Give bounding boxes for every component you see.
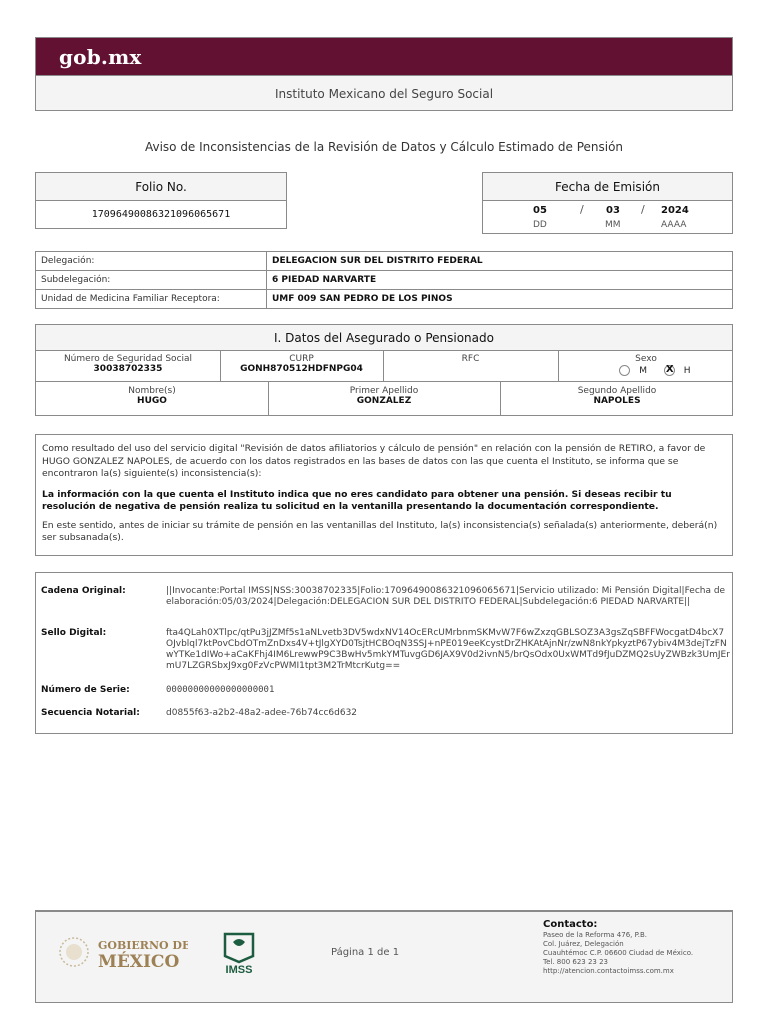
nss-value: 30038702335 [93, 364, 163, 374]
message-box [35, 434, 733, 556]
message-inconsistency: La información con la que cuenta el Instituto indica que no eres candidato para obtener una pensión. Si deseas recibir tu resolución de negativa de pensión realiza tu solicitud en la ventanilla presentando la documentación correspondiente. [42, 488, 672, 512]
primer-apellido-value: GONZALEZ [356, 396, 412, 406]
footer [35, 910, 733, 1003]
delegacion-label: Delegación: [36, 252, 267, 271]
contacto-line: Col. Juárez, Delegación [543, 940, 624, 948]
cadena-original-value: ||Invocante:Portal IMSS|NSS:30038702335|Folio:17096490086321096065671|Servicio utilizado: Mi Pensión Digital|Fecha de elaboración:05/03/2024|Delegación:DELEGACION SUR DEL DISTRITO FEDERAL|Subdelegación:6 PIEDAD NARVARTE|| [166, 586, 726, 607]
contacto-line: Paseo de la Reforma 476, P.B. [543, 931, 647, 939]
numero-serie-value: 00000000000000000001 [166, 685, 275, 695]
document-title: Aviso de Inconsistencias de la Revisión de Datos y Cálculo Estimado de Pensión [144, 140, 624, 154]
nombre-cell [36, 386, 268, 406]
gob-line2: MÉXICO [98, 952, 180, 972]
asegurado-title: I. Datos del Asegurado o Pensionado [36, 325, 732, 351]
folio-value: 17096490086321096065671 [91, 209, 231, 220]
asegurado-box [35, 324, 733, 416]
sexo-m-label: M [639, 366, 648, 376]
subdelegacion-value: 6 PIEDAD NARVARTE [267, 271, 733, 290]
contacto-title: Contacto: [543, 919, 598, 930]
folio-box [35, 172, 287, 229]
segundo-apellido-cell [500, 386, 734, 406]
message-note: En este sentido, antes de iniciar su trámite de pensión en las ventanillas del Instituto, la(s) inconsistencia(s) señalada(s) anteriormente, deberá(n) ser subsanada(s). [42, 519, 718, 543]
sexo-h-radio[interactable] [664, 365, 675, 376]
fecha-month: 03 [606, 205, 620, 216]
secuencia-notarial-label: Secuencia Notarial: [41, 708, 140, 718]
contacto-line: Tel. 800 623 23 23 [543, 958, 608, 966]
numero-serie-label: Número de Serie: [41, 685, 130, 695]
gob-line1: GOBIERNO DE [98, 939, 188, 952]
sello-digital-label: Sello Digital: [41, 628, 107, 638]
fecha-sep-1: / [580, 203, 584, 216]
cadena-original-label: Cadena Original: [41, 586, 126, 596]
umf-value: UMF 009 SAN PEDRO DE LOS PINOS [267, 290, 733, 309]
sello-digital-value: fta4QLah0XTlpc/qtPu3jJZMf5s1aNLvetb3DV5wdxNV14OcERcUMrbnmSKMvW7F6wZxzqGBLSOZ3A3gsZqSBFFWocgatD4bcX7OJvblql7ktPovCbdOTmZnDxs4V+tJlgXYD0TsjtHCBOqN3SSJ+nPE019eeKcystDrZHKAtAjnNr/zwN8nkYpkyztP67ybiv4M3dejTzFNwYTKe1dIWo+aCaKFhj4IM6LrewwP9C3BwHv5mkYMTuvgGD6JAX9V0d2ivnN5/brQsOdx0UxWMTd9fJuDZMQ2sUyZWBzk3UmJErmU7LZGRSbxJ9xg0FzVcPWMI1tpt3M2TrMtcrKutg== [166, 628, 730, 671]
contacto-link[interactable]: http://atencion.contactoimss.com.mx [543, 967, 674, 975]
sexo-label: Sexo [635, 354, 657, 364]
sexo-cell [558, 354, 734, 376]
contacto-line: Cuauhtémoc C.P. 06600 Ciudad de México. [543, 949, 694, 957]
segundo-apellido-label: Segundo Apellido [577, 386, 657, 396]
curp-label: CURP [289, 354, 314, 364]
segundo-apellido-value: NAPOLES [593, 396, 641, 406]
fecha-day: 05 [533, 205, 547, 216]
fecha-year-label: AAAA [661, 220, 687, 230]
fecha-label: Fecha de Emisión [483, 173, 732, 201]
secuencia-notarial-value: d0855f63-a2b2-48a2-adee-76b74cc6d632 [166, 708, 358, 718]
message-intro: Como resultado del uso del servicio digital "Revisión de datos afiliatorios y cálculo de pensión" en relación con la pensión de RETIRO, a favor de HUGO GONZALEZ NAPOLES, de acuerdo con los datos registrados en las bases de datos con las que cuenta el Instituto, se informa que se encontraron la(s) siguiente(s) inconsistencia(s): [42, 443, 706, 479]
fecha-year: 2024 [661, 205, 689, 216]
table-row [36, 252, 733, 271]
nss-cell [36, 354, 220, 374]
cadena-box [35, 572, 733, 734]
delegacion-table [35, 251, 733, 309]
rfc-cell [383, 354, 558, 364]
folio-label: Folio No. [36, 173, 286, 201]
gobmx-logo[interactable]: gob.mx [59, 45, 142, 69]
divider [36, 381, 732, 382]
institution-name: Instituto Mexicano del Seguro Social [35, 75, 733, 111]
escudo-center-icon [66, 944, 82, 960]
sexo-h-label: H [683, 366, 691, 376]
fecha-month-label: MM [605, 220, 621, 230]
nombre-value: HUGO [137, 396, 167, 406]
fecha-day-label: DD [533, 220, 547, 230]
primer-apellido-cell [268, 386, 500, 406]
primer-apellido-label: Primer Apellido [349, 386, 419, 396]
imss-shield-icon [225, 934, 253, 962]
contacto-block [543, 918, 693, 976]
rfc-label: RFC [461, 354, 480, 364]
fecha-box [482, 172, 733, 234]
delegacion-value: DELEGACION SUR DEL DISTRITO FEDERAL [267, 252, 733, 271]
gob-header [35, 37, 733, 75]
subdelegacion-label: Subdelegación: [36, 271, 267, 290]
gobierno-de-mexico-logo [58, 934, 188, 974]
nss-label: Número de Seguridad Social [63, 354, 193, 364]
curp-value: GONH870512HDFNPG04 [240, 364, 363, 374]
table-row [36, 271, 733, 290]
fecha-sep-2: / [641, 203, 645, 216]
page-number: Página 1 de 1 [331, 947, 400, 958]
table-row [36, 290, 733, 309]
nombre-label: Nombre(s) [128, 386, 176, 396]
curp-cell [220, 354, 383, 374]
imss-logo [221, 930, 257, 976]
umf-label: Unidad de Medicina Familiar Receptora: [36, 290, 267, 309]
imss-eagle-icon [233, 939, 245, 946]
imss-text: IMSS [225, 964, 253, 976]
sexo-m-radio[interactable] [619, 365, 630, 376]
